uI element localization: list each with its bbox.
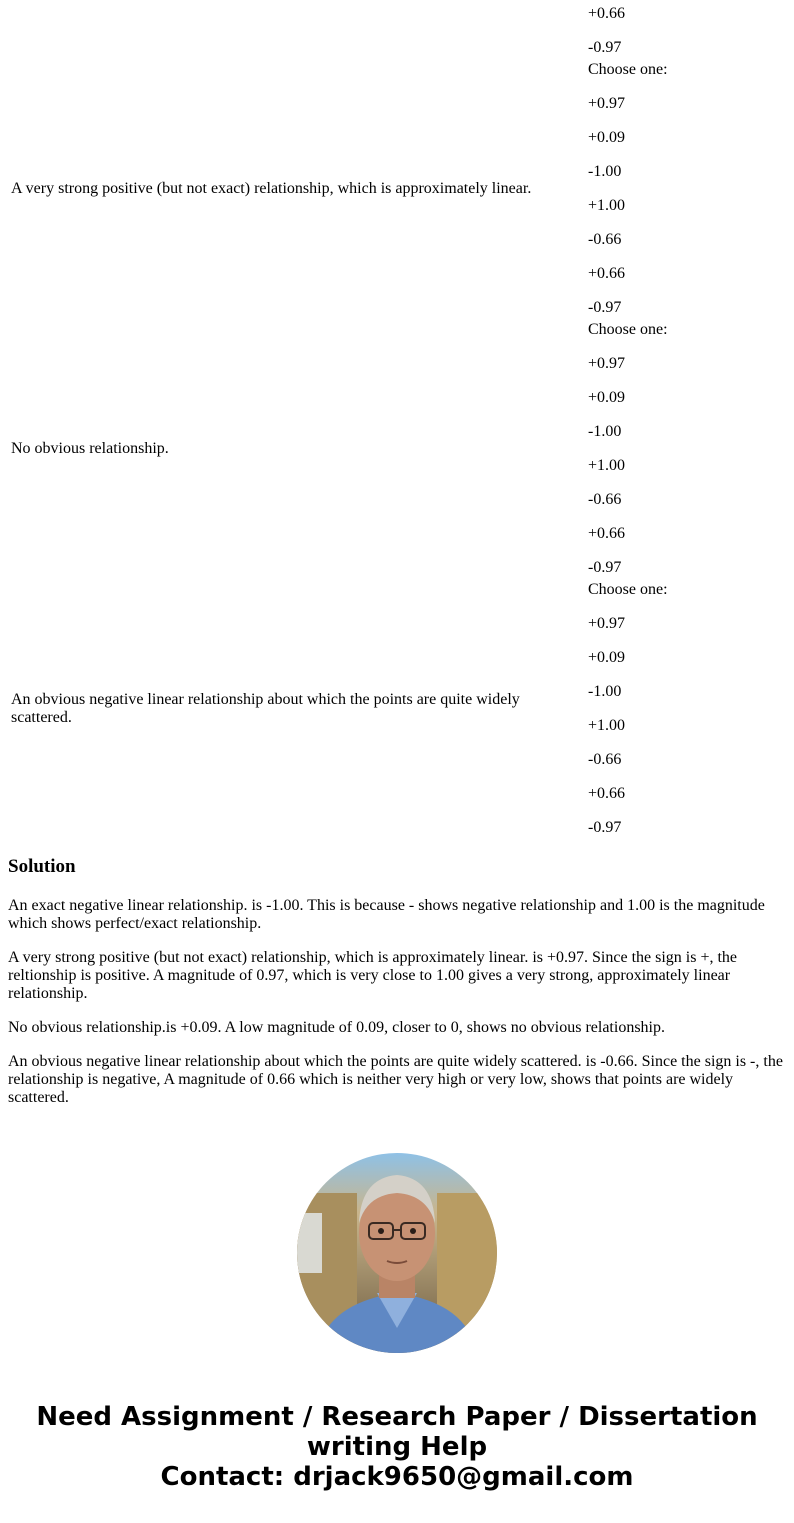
question-row-3 — [10, 580, 789, 838]
choice-option[interactable]: +1.00 — [588, 457, 626, 474]
choice-option[interactable]: +0.97 — [588, 355, 626, 372]
author-portrait-image — [297, 1153, 497, 1353]
choice-option[interactable]: -1.00 — [588, 163, 622, 180]
choice-option[interactable]: -1.00 — [588, 683, 622, 700]
choice-option[interactable]: +0.66 — [588, 265, 626, 282]
choice-list — [587, 2, 789, 58]
choice-option[interactable]: -0.97 — [588, 559, 622, 576]
solution-paragraph: An exact negative linear relationship. is -1.00. This is because - shows negative relationship and 1.00 is the magnitude which shows perfect/exact relationship. — [8, 897, 765, 932]
choice-list — [587, 320, 789, 578]
promo-line: writing Help — [306, 1432, 488, 1462]
choice-option[interactable]: -0.97 — [588, 299, 622, 316]
choice-option[interactable]: -0.97 — [588, 819, 622, 836]
choose-one-label: Choose one: — [588, 581, 668, 598]
author-avatar — [297, 1153, 497, 1353]
solution-section — [8, 856, 786, 1123]
question-statement: No obvious relationship. — [11, 440, 169, 457]
choice-option[interactable]: +1.00 — [588, 717, 626, 734]
choose-one-label: Choose one: — [588, 61, 668, 78]
choice-option[interactable]: -0.97 — [588, 39, 622, 56]
choice-option[interactable]: +0.66 — [588, 525, 626, 542]
choice-option[interactable]: +0.66 — [588, 5, 626, 22]
question-statement-cell — [10, 2, 585, 58]
choice-list — [587, 60, 789, 318]
promo-line: Need Assignment / Research Paper / Dissertation — [36, 1402, 758, 1432]
choice-option[interactable]: +0.09 — [588, 389, 626, 406]
choice-option[interactable]: +0.66 — [588, 785, 626, 802]
choose-one-label: Choose one: — [588, 321, 668, 338]
question-statement: A very strong positive (but not exact) relationship, which is approximately linear. — [11, 180, 532, 197]
promo-banner — [0, 1402, 794, 1492]
choice-option[interactable]: +0.97 — [588, 615, 626, 632]
question-row-2 — [10, 320, 789, 578]
question-statement: An obvious negative linear relationship about which the points are quite widely scattered. — [11, 691, 520, 726]
question-row-0 — [10, 2, 789, 58]
choice-option[interactable]: +1.00 — [588, 197, 626, 214]
choice-option[interactable]: -0.66 — [588, 231, 622, 248]
promo-contact: Contact: drjack9650@gmail.com — [160, 1462, 634, 1492]
solution-heading: Solution — [8, 856, 76, 877]
choice-option[interactable]: +0.97 — [588, 95, 626, 112]
question-row-1 — [10, 60, 789, 318]
choice-option[interactable]: +0.09 — [588, 129, 626, 146]
solution-paragraph: An obvious negative linear relationship about which the points are quite widely scattered. is -0.66. Since the sign is -, the relationship is negative, A magnitude of 0.66 which is neither very high or very low, shows that points are widely scattered. — [8, 1053, 783, 1106]
solution-paragraph: No obvious relationship.is +0.09. A low magnitude of 0.09, closer to 0, shows no obvious relationship. — [8, 1019, 665, 1036]
question-table — [8, 0, 791, 840]
choice-option[interactable]: -0.66 — [588, 751, 622, 768]
choice-option[interactable]: -0.66 — [588, 491, 622, 508]
solution-paragraph: A very strong positive (but not exact) relationship, which is approximately linear. is +0.97. Since the sign is +, the reltionship is positive. A magnitude of 0.97, which is very close to 1.00 gives a very strong, approximately linear relationship. — [8, 949, 738, 1002]
choice-option[interactable]: +0.09 — [588, 649, 626, 666]
choice-option[interactable]: -1.00 — [588, 423, 622, 440]
choice-list — [587, 580, 789, 838]
